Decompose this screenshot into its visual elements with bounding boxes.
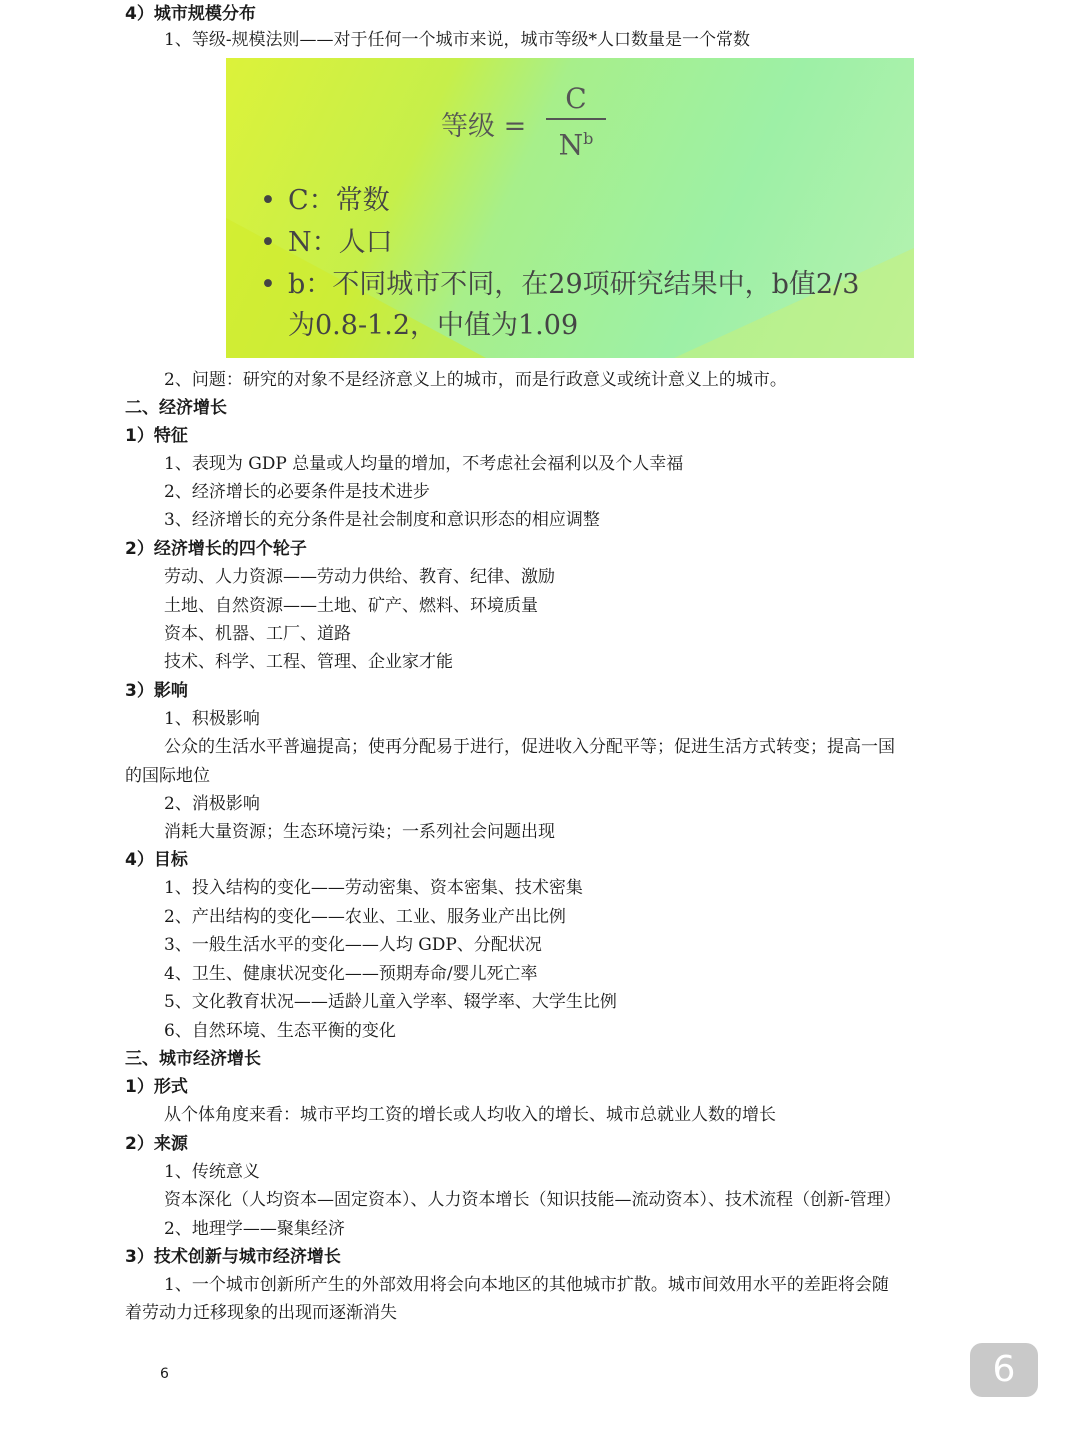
list-item: 资本、机器、工厂、道路 [164, 624, 351, 644]
formula-lhs: 等级 = [441, 111, 527, 142]
formula-slide-image [226, 58, 914, 358]
page-indicator-badge: 6 [970, 1343, 1038, 1397]
subsection-heading: 3）技术创新与城市经济增长 [125, 1247, 341, 1267]
subsection-heading: 3）影响 [125, 681, 188, 701]
list-item: 1、表现为 GDP 总量或人均量的增加，不考虑社会福利以及个人幸福 [164, 454, 684, 474]
list-item: 2、消极影响 [164, 794, 260, 814]
list-item: 4、卫生、健康状况变化——预期寿命/婴儿死亡率 [164, 964, 538, 984]
list-item: 5、文化教育状况——适龄儿童入学率、辍学率、大学生比例 [164, 992, 617, 1012]
paragraph-continuation: 的国际地位 [125, 766, 210, 786]
slide-bullet: • b：不同城市不同，在29项研究结果中，b值2/3 为0.8-1.2，中值为1.09 [260, 264, 859, 346]
page-number: 6 [160, 1366, 169, 1382]
section-title: 二、经济增长 [125, 398, 227, 418]
list-item: 1、传统意义 [164, 1162, 260, 1182]
section-heading: 4）城市规模分布 [125, 4, 256, 24]
formula-denominator: $N^b$ [558, 128, 594, 162]
slide-bullet: • C：常数 [260, 180, 859, 222]
list-item: 1、投入结构的变化——劳动密集、资本密集、技术密集 [164, 878, 583, 898]
formula-exponent: b [583, 129, 594, 148]
list-item: 技术、科学、工程、管理、企业家才能 [164, 652, 453, 672]
list-item: 土地、自然资源——土地、矿产、燃料、环境质量 [164, 596, 538, 616]
paragraph-continuation: 着劳动力迁移现象的出现而逐渐消失 [125, 1303, 397, 1323]
paragraph: 消耗大量资源；生态环境污染；一系列社会问题出现 [164, 822, 555, 842]
formula-numerator: C [565, 82, 587, 115]
list-item: 劳动、人力资源——劳动力供给、教育、纪律、激励 [164, 567, 555, 587]
list-item: 3、经济增长的充分条件是社会制度和意识形态的相应调整 [164, 510, 600, 530]
list-item: 2、产出结构的变化——农业、工业、服务业产出比例 [164, 907, 566, 927]
list-item: 1、等级-规模法则——对于任何一个城市来说，城市等级*人口数量是一个常数 [164, 30, 751, 50]
paragraph: 公众的生活水平普遍提高；使再分配易于进行，促进收入分配平等；促进生活方式转变；提高一国 [164, 737, 895, 757]
paragraph: 从个体角度来看：城市平均工资的增长或人均收入的增长、城市总就业人数的增长 [164, 1105, 776, 1125]
subsection-heading: 4）目标 [125, 850, 188, 870]
list-item: 2、问题：研究的对象不是经济意义上的城市，而是行政意义或统计意义上的城市。 [164, 370, 787, 390]
formula-fraction [546, 82, 606, 162]
subsection-heading: 2）来源 [125, 1134, 188, 1154]
slide-bullet-list [260, 180, 859, 346]
paragraph: 1、一个城市创新所产生的外部效用将会向本地区的其他城市扩散。城市间效用水平的差距将会随 [164, 1275, 889, 1295]
subsection-heading: 1）特征 [125, 426, 188, 446]
subsection-heading: 1）形式 [125, 1077, 188, 1097]
slide-bullet: • N：人口 [260, 222, 859, 264]
list-item: 3、一般生活水平的变化——人均 GDP、分配状况 [164, 935, 542, 955]
section-title: 三、城市经济增长 [125, 1049, 261, 1069]
paragraph: 资本深化（人均资本—固定资本）、人力资本增长（知识技能—流动资本）、技术流程（创新-管理） [164, 1190, 901, 1210]
subsection-heading: 2）经济增长的四个轮子 [125, 539, 307, 559]
list-item: 6、自然环境、生态平衡的变化 [164, 1021, 396, 1041]
list-item: 2、地理学——聚集经济 [164, 1219, 345, 1239]
list-item: 2、经济增长的必要条件是技术进步 [164, 482, 430, 502]
list-item: 1、积极影响 [164, 709, 260, 729]
